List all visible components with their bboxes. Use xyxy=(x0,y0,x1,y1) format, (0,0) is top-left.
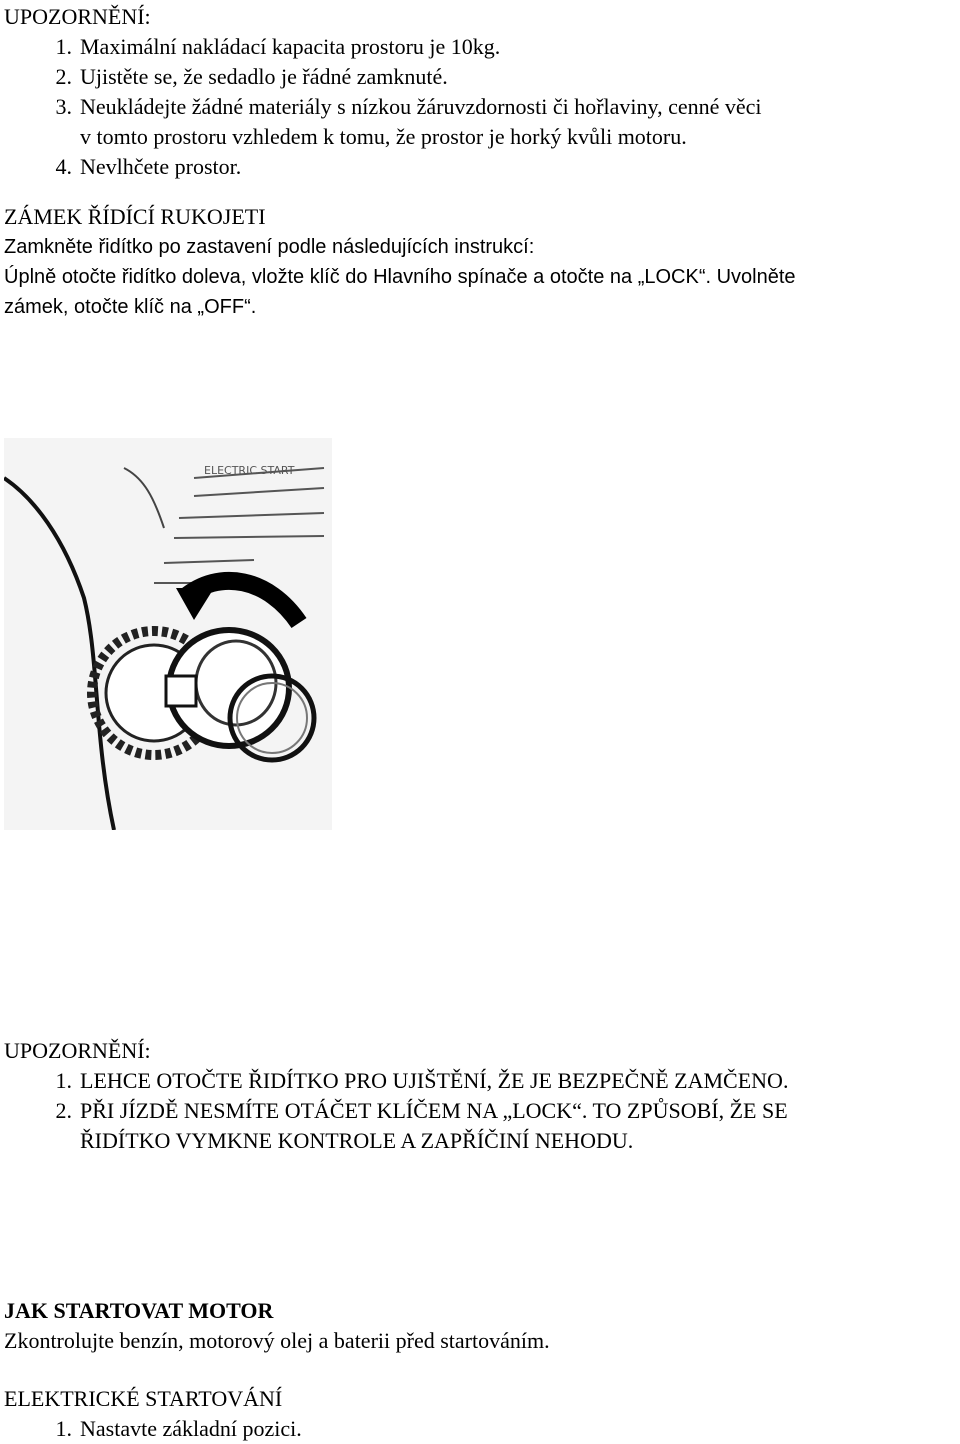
lock-instruction-line-1: Úplně otočte řidítko doleva, vložte klíč do Hlavního spínače a otočte na „LOCK“. Uvolněte xyxy=(4,266,796,288)
item-number: 1. xyxy=(55,1068,72,1093)
item-text: Nastavte základní pozici. xyxy=(80,1416,302,1441)
list-item xyxy=(4,92,956,122)
warning-heading: UPOZORNĚNÍ: xyxy=(4,1038,151,1063)
start-heading: JAK STARTOVAT MOTOR xyxy=(4,1298,274,1323)
list-item xyxy=(4,1096,956,1126)
item-text: PŘI JÍZDĚ NESMÍTE OTÁČET KLÍČEM NA „LOCK“. TO ZPŮSOBÍ, ŽE SE xyxy=(80,1098,788,1123)
lock-intro: Zamkněte řidítko po zastavení podle následujících instrukcí: xyxy=(4,236,535,258)
list-item xyxy=(4,1066,956,1096)
warning-section-1 xyxy=(4,2,956,182)
lock-section xyxy=(4,202,956,322)
warning-heading: UPOZORNĚNÍ: xyxy=(4,4,151,29)
panel-text: ELECTRIC START xyxy=(204,464,295,477)
list-item-continuation: ŘIDÍTKO VYMKNE KONTROLE A ZAPŘÍČINÍ NEHODU. xyxy=(80,1128,634,1153)
electric-heading: ELEKTRICKÉ STARTOVÁNÍ xyxy=(4,1386,283,1411)
item-text: Neukládejte žádné materiály s nízkou žáruvzdornosti či hořlaviny, cenné věci xyxy=(80,94,762,119)
electric-start-section xyxy=(4,1384,956,1444)
item-text: Nevlhčete prostor. xyxy=(80,154,242,179)
ignition-key-illustration xyxy=(4,438,332,830)
item-number: 3. xyxy=(55,94,72,119)
list-item xyxy=(4,152,956,182)
ignition-key-drawing xyxy=(4,438,332,830)
warning-section-2 xyxy=(4,1036,956,1156)
item-text: Ujistěte se, že sedadlo je řádné zamknuté. xyxy=(80,64,448,89)
list-item xyxy=(4,62,956,92)
item-number: 2. xyxy=(55,64,72,89)
list-item xyxy=(4,32,956,62)
start-text: Zkontrolujte benzín, motorový olej a baterii před startováním. xyxy=(4,1328,550,1353)
item-number: 4. xyxy=(55,154,72,179)
list-item-continuation: v tomto prostoru vzhledem k tomu, že prostor je horký kvůli motoru. xyxy=(80,124,687,149)
item-number: 2. xyxy=(55,1098,72,1123)
item-text: LEHCE OTOČTE ŘIDÍTKO PRO UJIŠTĚNÍ, ŽE JE BEZPEČNĚ ZAMČENO. xyxy=(80,1068,789,1093)
start-section xyxy=(4,1296,956,1356)
lock-instruction-line-2: zámek, otočte klíč na „OFF“. xyxy=(4,296,257,318)
lock-heading: ZÁMEK ŘÍDÍCÍ RUKOJETI xyxy=(4,204,266,229)
item-number: 1. xyxy=(55,34,72,59)
item-number: 1. xyxy=(55,1416,72,1441)
item-text: Maximální nakládací kapacita prostoru je 10kg. xyxy=(80,34,501,59)
list-item xyxy=(4,1414,956,1444)
